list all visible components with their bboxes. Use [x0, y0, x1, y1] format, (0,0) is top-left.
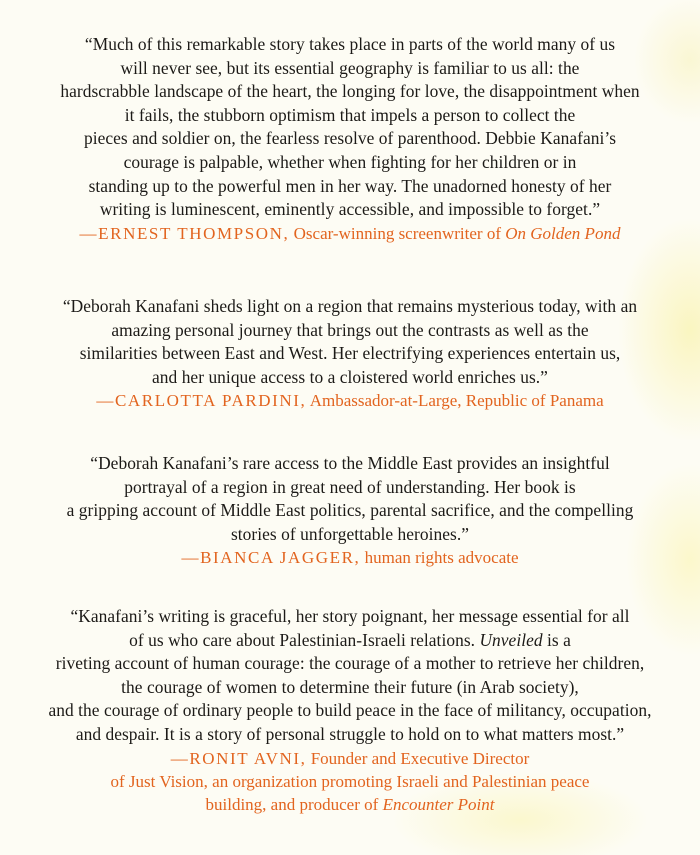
quote-line: similarities between East and West. Her electrifying experiences entertain us, — [79, 343, 621, 364]
quote-text: is a — [542, 629, 571, 650]
attribution — [0, 747, 700, 770]
quote-line: and the courage of ordinary people to build peace in the face of militancy, occupation, — [48, 700, 652, 721]
attribution-continued — [0, 793, 700, 816]
attribution — [0, 546, 700, 569]
quote-text: of us who care about Palestinian-Israeli relations. — [129, 629, 480, 650]
quote-line: stories of unforgettable heroines.” — [230, 523, 470, 544]
attribution-name: —RONIT AVNI, — [170, 748, 307, 768]
quote-line: “Deborah Kanafani’s rare access to the Middle East provides an insightful — [90, 453, 610, 473]
quote-line: hardscrabble landscape of the heart, the longing for love, the disappointment when — [60, 81, 640, 102]
quote-line: and her unique access to a cloistered world enriches us.” — [152, 366, 548, 387]
attribution-continued: of Just Vision, an organization promoting Israeli and Palestinian peace — [110, 771, 590, 791]
quote-line: courage is palpable, whether when fighting for her children or in — [123, 151, 577, 172]
quote-line: standing up to the powerful men in her way. The unadorned honesty of her — [88, 175, 612, 196]
blurb-thompson — [0, 33, 700, 245]
attribution-text: Oscar-winning screenwriter of — [289, 223, 506, 243]
quote-line: “Kanafani’s writing is graceful, her story poignant, her message essential for all — [70, 606, 630, 626]
quote-line: the courage of women to determine their future (in Arab society), — [121, 676, 579, 697]
attribution — [0, 222, 700, 245]
quote-line: portrayal of a region in great need of understanding. Her book is — [124, 476, 576, 497]
quote-line: and despair. It is a story of personal struggle to hold on to what matters most.” — [75, 723, 625, 744]
blurb-jagger — [0, 452, 700, 569]
quote-line: it fails, the stubborn optimism that impels a person to collect the — [124, 104, 576, 125]
quote-line: amazing personal journey that brings out the contrasts as well as the — [111, 319, 589, 340]
quote-line: will never see, but its essential geography is familiar to us all: the — [120, 57, 580, 78]
attribution-text: building, and producer of — [205, 794, 383, 814]
quote-line: writing is luminescent, eminently accessible, and impossible to forget.” — [99, 199, 601, 220]
quote-line: “Much of this remarkable story takes place in parts of the world many of us — [84, 34, 616, 54]
quote-line: “Deborah Kanafani sheds light on a region that remains mysterious today, with an — [62, 296, 638, 316]
attribution — [0, 389, 700, 412]
quote-line: riveting account of human courage: the courage of a mother to retrieve her children, — [55, 653, 645, 674]
film-title: On Golden Pond — [505, 223, 621, 243]
attribution-text: Ambassador-at-Large, Republic of Panama — [306, 391, 604, 411]
book-title: Unveiled — [479, 629, 543, 650]
attribution-name: —CARLOTTA PARDINI, — [96, 391, 307, 411]
attribution-name: —BIANCA JAGGER, — [181, 548, 361, 568]
blurb-pardini — [0, 295, 700, 412]
quote-line: a gripping account of Middle East politics, parental sacrifice, and the compelling — [66, 500, 634, 521]
film-title: Encounter Point — [382, 794, 495, 814]
attribution-text: Founder and Executive Director — [306, 748, 530, 768]
quote-line: pieces and soldier on, the fearless resolve of parenthood. Debbie Kanafani’s — [83, 128, 617, 149]
attribution-name: —ERNEST THOMPSON, — [79, 223, 290, 243]
quote-line — [0, 629, 700, 653]
blurb-avni — [0, 605, 700, 816]
attribution-text: human rights advocate — [360, 548, 519, 568]
